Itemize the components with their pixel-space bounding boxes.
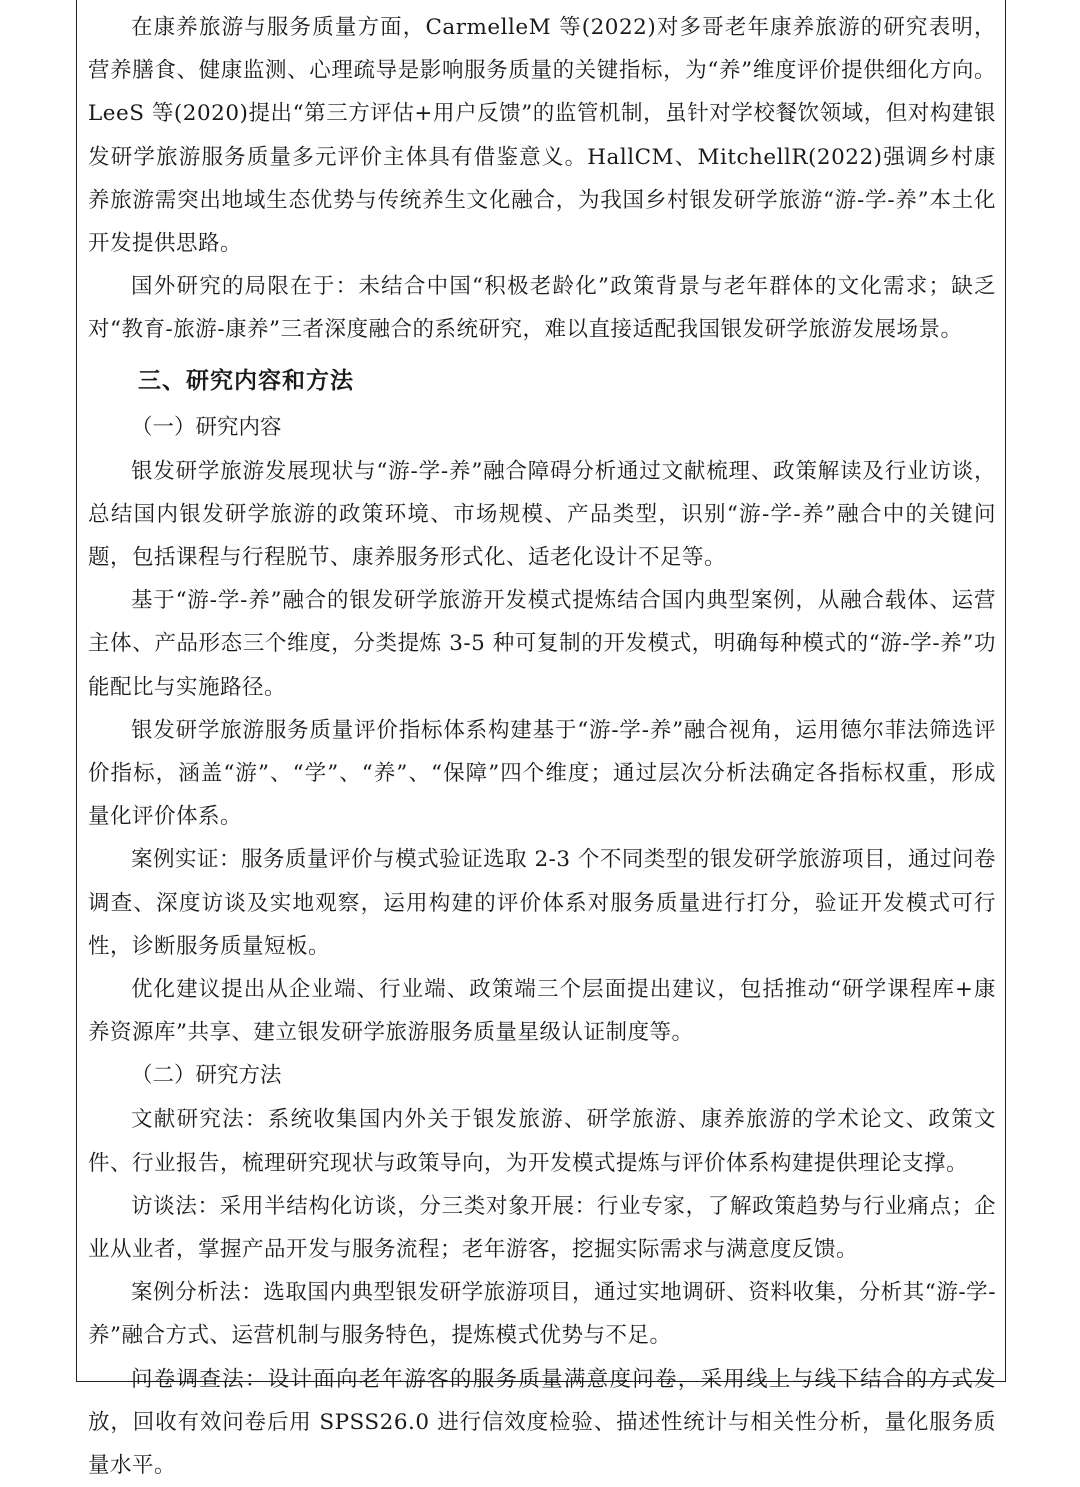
paragraph: 国外研究的局限在于：未结合中国“积极老龄化”政策背景与老年群体的文化需求；缺乏对“教育-旅游-康养”三者深度融合的系统研究，难以直接适配我国银发研学旅游发展场景。 [88,274,996,343]
paragraph: 案例分析法：选取国内典型银发研学旅游项目，通过实地调研、资料收集，分析其“游-学-养”融合方式、运营机制与服务特色，提炼模式优势与不足。 [88,1280,996,1349]
paragraph: 在康养旅游与服务质量方面，CarmelleM 等(2022)对多哥老年康养旅游的研究表明，营养膳食、健康监测、心理疏导是影响服务质量的关键指标，为“养”维度评价提供细化方向。LeeS 等(2020)提出“第三方评估+用户反馈”的监管机制，虽针对学校餐饮领域，但对构建银发研学旅游服务质量多元评价主体具有借鉴意义。HallCM、MitchellR(2022)强调乡村康养旅游需突出地域生态优势与传统养生文化融合，为我国乡村银发研学旅游“游-学-养”本土化开发提供思路。 [88,15,996,257]
paragraph: 银发研学旅游服务质量评价指标体系构建基于“游-学-养”融合视角，运用德尔菲法筛选评价指标，涵盖“游”、“学”、“养”、“保障”四个维度；通过层次分析法确定各指标权重，形成 量化评价体系。 [88,717,996,830]
document-content [88,6,996,1487]
paragraph: 问卷调查法：设计面向老年游客的服务质量满意度问卷，采用线上与线下结合的方式发放，回收有效问卷后用 SPSS26.0 进行信效度检验、描述性统计与相关性分析，量化服务质量水平。 [88,1366,996,1479]
subsection-heading: （二）研究方法 [131,1063,282,1089]
paragraph: 文献研究法：系统收集国内外关于银发旅游、研学旅游、康养旅游的学术论文、政策文件、行业报告，梳理研究现状与政策导向，为开发模式提炼与评价体系构建提供理论支撑。 [88,1107,996,1176]
paragraph: 银发研学旅游发展现状与“游-学-养”融合障碍分析通过文献梳理、政策解读及行业访谈，总结国内银发研学旅游的政策环境、市场规模、产品类型，识别“游-学-养”融合中的关键问题，包括课程与行程脱节、康养服务形式化、适老化设计不足等。 [88,458,996,571]
paragraph: 基于“游-学-养”融合的银发研学旅游开发模式提炼结合国内典型案例，从融合载体、运营主体、产品形态三个维度，分类提炼 3-5 种可复制的开发模式，明确每种模式的“游-学-养”功能配比与实施路径。 [88,588,996,700]
paragraph: 优化建议提出从企业端、行业端、政策端三个层面提出建议，包括推动“研学课程库+康养资源库”共享、建立银发研学旅游服务质量星级认证制度等。 [88,977,996,1046]
subsection-heading: （一）研究内容 [131,414,282,440]
paragraph: 访谈法：采用半结构化访谈，分三类对象开展：行业专家，了解政策趋势与行业痛点；企业从业者，掌握产品开发与服务流程；老年游客，挖掘实际需求与满意度反馈。 [88,1193,996,1263]
paragraph: 案例实证：服务质量评价与模式验证选取 2-3 个不同类型的银发研学旅游项目，通过问卷调查、深度访谈及实地观察，运用构建的评价体系对服务质量进行打分，验证开发模式可行性，诊断服务质量短板。 [88,847,996,959]
section-heading: 三、研究内容和方法 [138,367,354,394]
